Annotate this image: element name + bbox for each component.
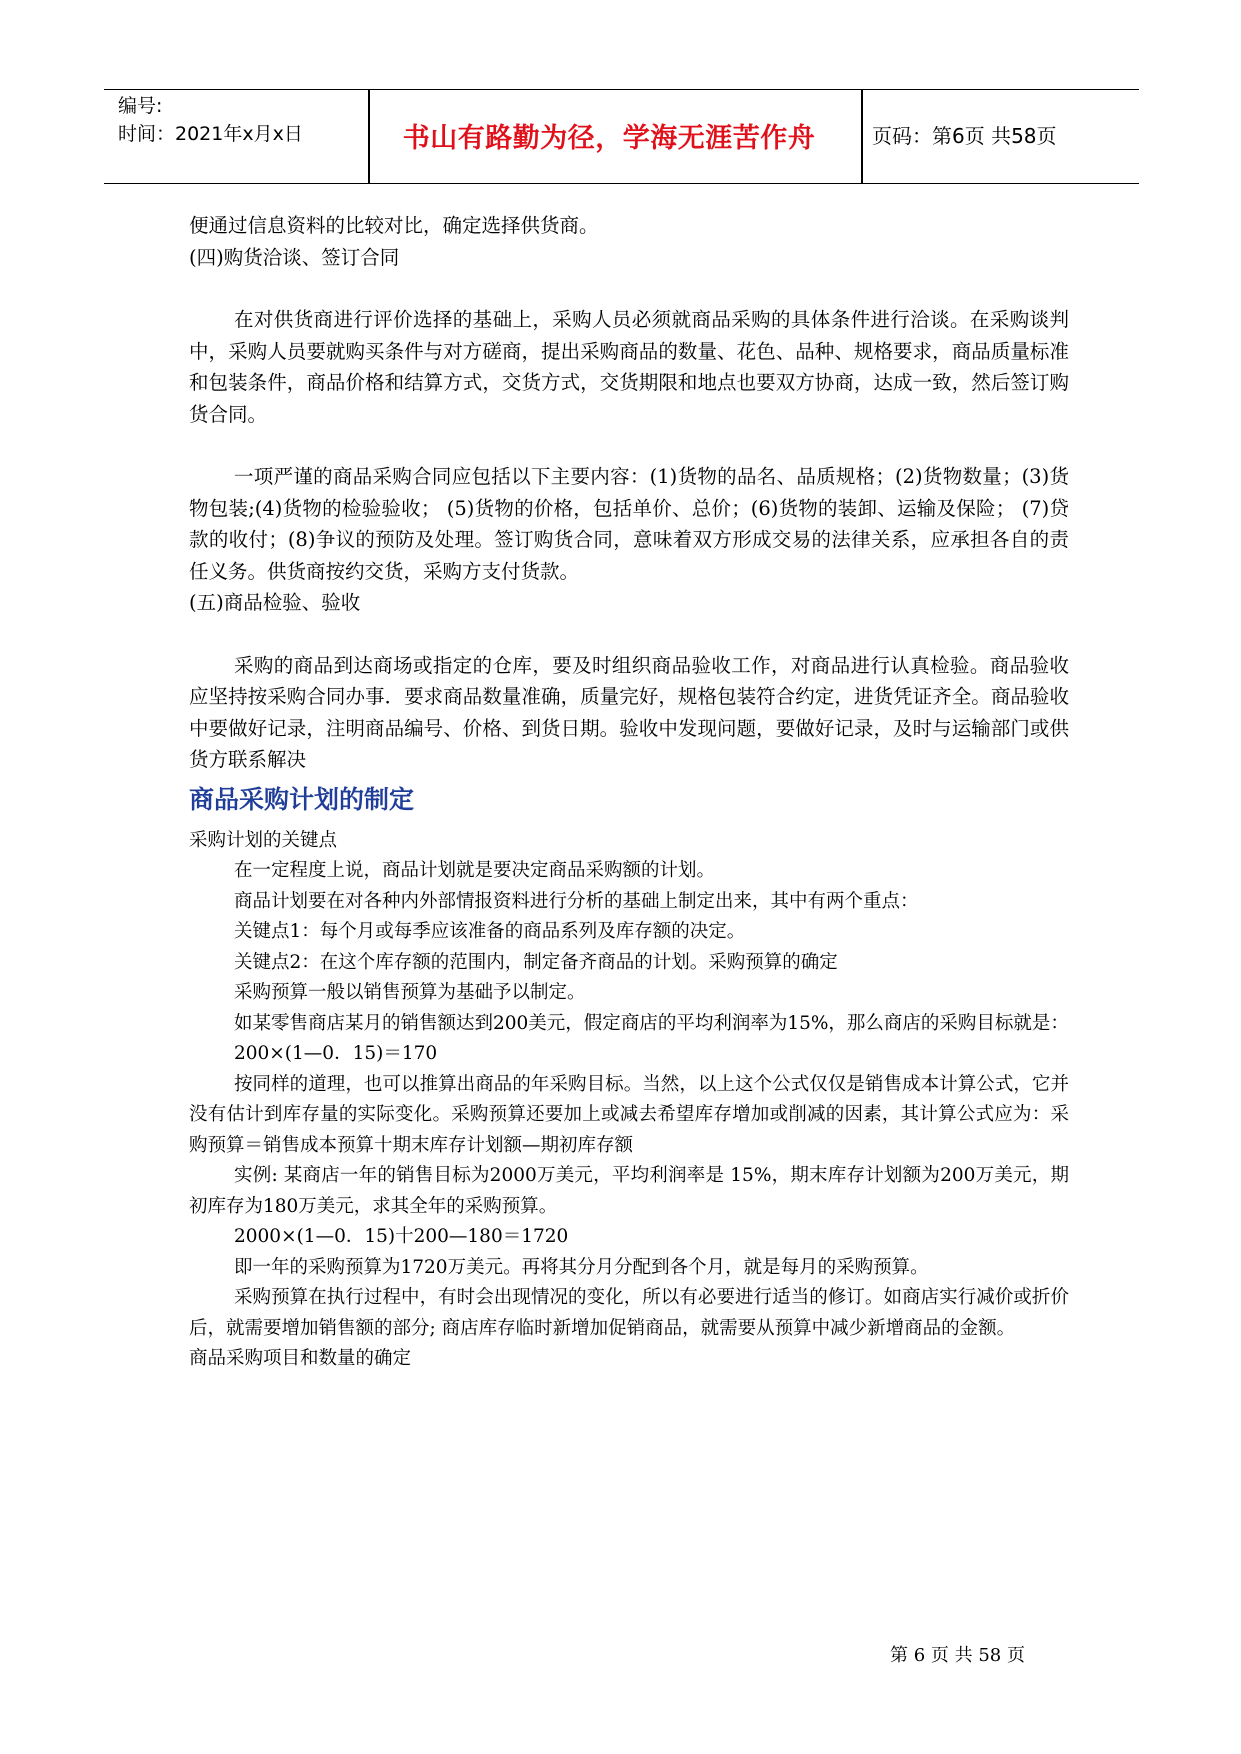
spacer	[189, 273, 1069, 304]
paragraph: 采购预算在执行过程中，有时会出现情况的变化，所以有必要进行适当的修订。如商店实行减价或折价后，就需要增加销售额的部分; 商店库存临时新增加促销商品，就需要从预算中减少新增商品的金额。	[189, 1287, 1069, 1339]
formula: 200×(1—0．15)＝170	[234, 1043, 438, 1064]
time-label: 时间：2021年x月x日	[118, 123, 303, 145]
spacer	[189, 619, 1069, 650]
subsection-title: 采购计划的关键点	[189, 829, 338, 851]
paragraph: 关键点1：每个月或每季应该准备的商品系列及库存额的决定。	[234, 921, 746, 942]
page-footer: 第 6 页 共 58 页	[890, 1645, 1025, 1666]
number-label: 编号:	[118, 95, 163, 117]
subsection-title: 商品采购项目和数量的确定	[189, 1348, 412, 1369]
paragraph: 采购的商品到达商场或指定的仓库，要及时组织商品验收工作，对商品进行认真检验。商品验收应坚持按采购合同办事．要求商品数量准确，质量完好，规格包装符合约定，进货凭证齐全。商品验收中要做好记录，注明商品编号、价格、到货日期。验收中发现问题，要做好记录，及时与运输部门或供货方联系解决	[189, 653, 1069, 771]
header-divider-right	[861, 90, 863, 183]
paragraph: 即一年的采购预算为1720万美元。再将其分月分配到各个月，就是每月的采购预算。	[234, 1256, 929, 1278]
spacer	[189, 430, 1069, 461]
paragraph: 实例: 某商店一年的销售目标为2000万美元，平均利润率是 15%，期末库存计划额为200万美元，期初库存为180万美元，求其全年的采购预算。	[189, 1165, 1069, 1217]
paragraph: 在对供货商进行评价选择的基础上，采购人员必须就商品采购的具体条件进行洽谈。在采购谈判中，采购人员要就购买条件与对方磋商，提出采购商品的数量、花色、品种、规格要求，商品质量标准和包装条件，商品价格和结算方式，交货方式，交货期限和地点也要双方协商，达成一致，然后签订购货合同。	[189, 308, 1069, 426]
header-motto: 书山有路勤为径，学海无涯苦作舟	[402, 123, 816, 154]
formula: 2000×(1—0．15)十200—180＝1720	[234, 1226, 569, 1247]
document-header	[104, 89, 1139, 184]
document-body	[189, 210, 1069, 1375]
paragraph: 在一定程度上说，商品计划就是要决定商品采购额的计划。	[234, 860, 716, 881]
paragraph: 一项严谨的商品采购合同应包括以下主要内容：(1)货物的品名、品质规格；(2)货物数量；(3)货物包装;(4)货物的检验验收； (5)货物的价格，包括单价、总价；(6)货物的装卸、运输及保险； (7)贷款的收付；(8)争议的预防及处理。签订购货合同，意味着双方形成交易的法律关系，应承担各自的责任义务。供货商按约交货，采购方支付货款。	[189, 465, 1069, 583]
paragraph: 如某零售商店某月的销售额达到200美元，假定商店的平均利润率为15%，那么商店的采购目标就是：	[234, 1012, 1069, 1034]
paragraph: 按同样的道理，也可以推算出商品的年采购目标。当然，以上这个公式仅仅是销售成本计算公式，它并没有估计到库存量的实际变化。采购预算还要加上或减去希望库存增加或削减的因素，其计算公式应为：采购预算＝销售成本预算十期末库存计划额—期初库存额	[189, 1073, 1069, 1156]
paragraph: 采购预算一般以销售预算为基础予以制定。	[234, 982, 586, 1003]
header-meta	[118, 92, 303, 148]
paragraph: 便通过信息资料的比较对比，确定选择供货商。	[189, 214, 599, 237]
paragraph: 关键点2：在这个库存额的范围内，制定备齐商品的计划。采购预算的确定	[234, 951, 838, 973]
section-title: (五)商品检验、验收	[189, 591, 361, 614]
section-title: (四)购货洽谈、签订合同	[189, 245, 400, 269]
section-heading: 商品采购计划的制定	[189, 784, 415, 814]
paragraph: 商品计划要在对各种内外部情报资料进行分析的基础上制定出来，其中有两个重点：	[234, 890, 919, 912]
header-page-label: 页码：第6页 共58页	[872, 124, 1057, 148]
